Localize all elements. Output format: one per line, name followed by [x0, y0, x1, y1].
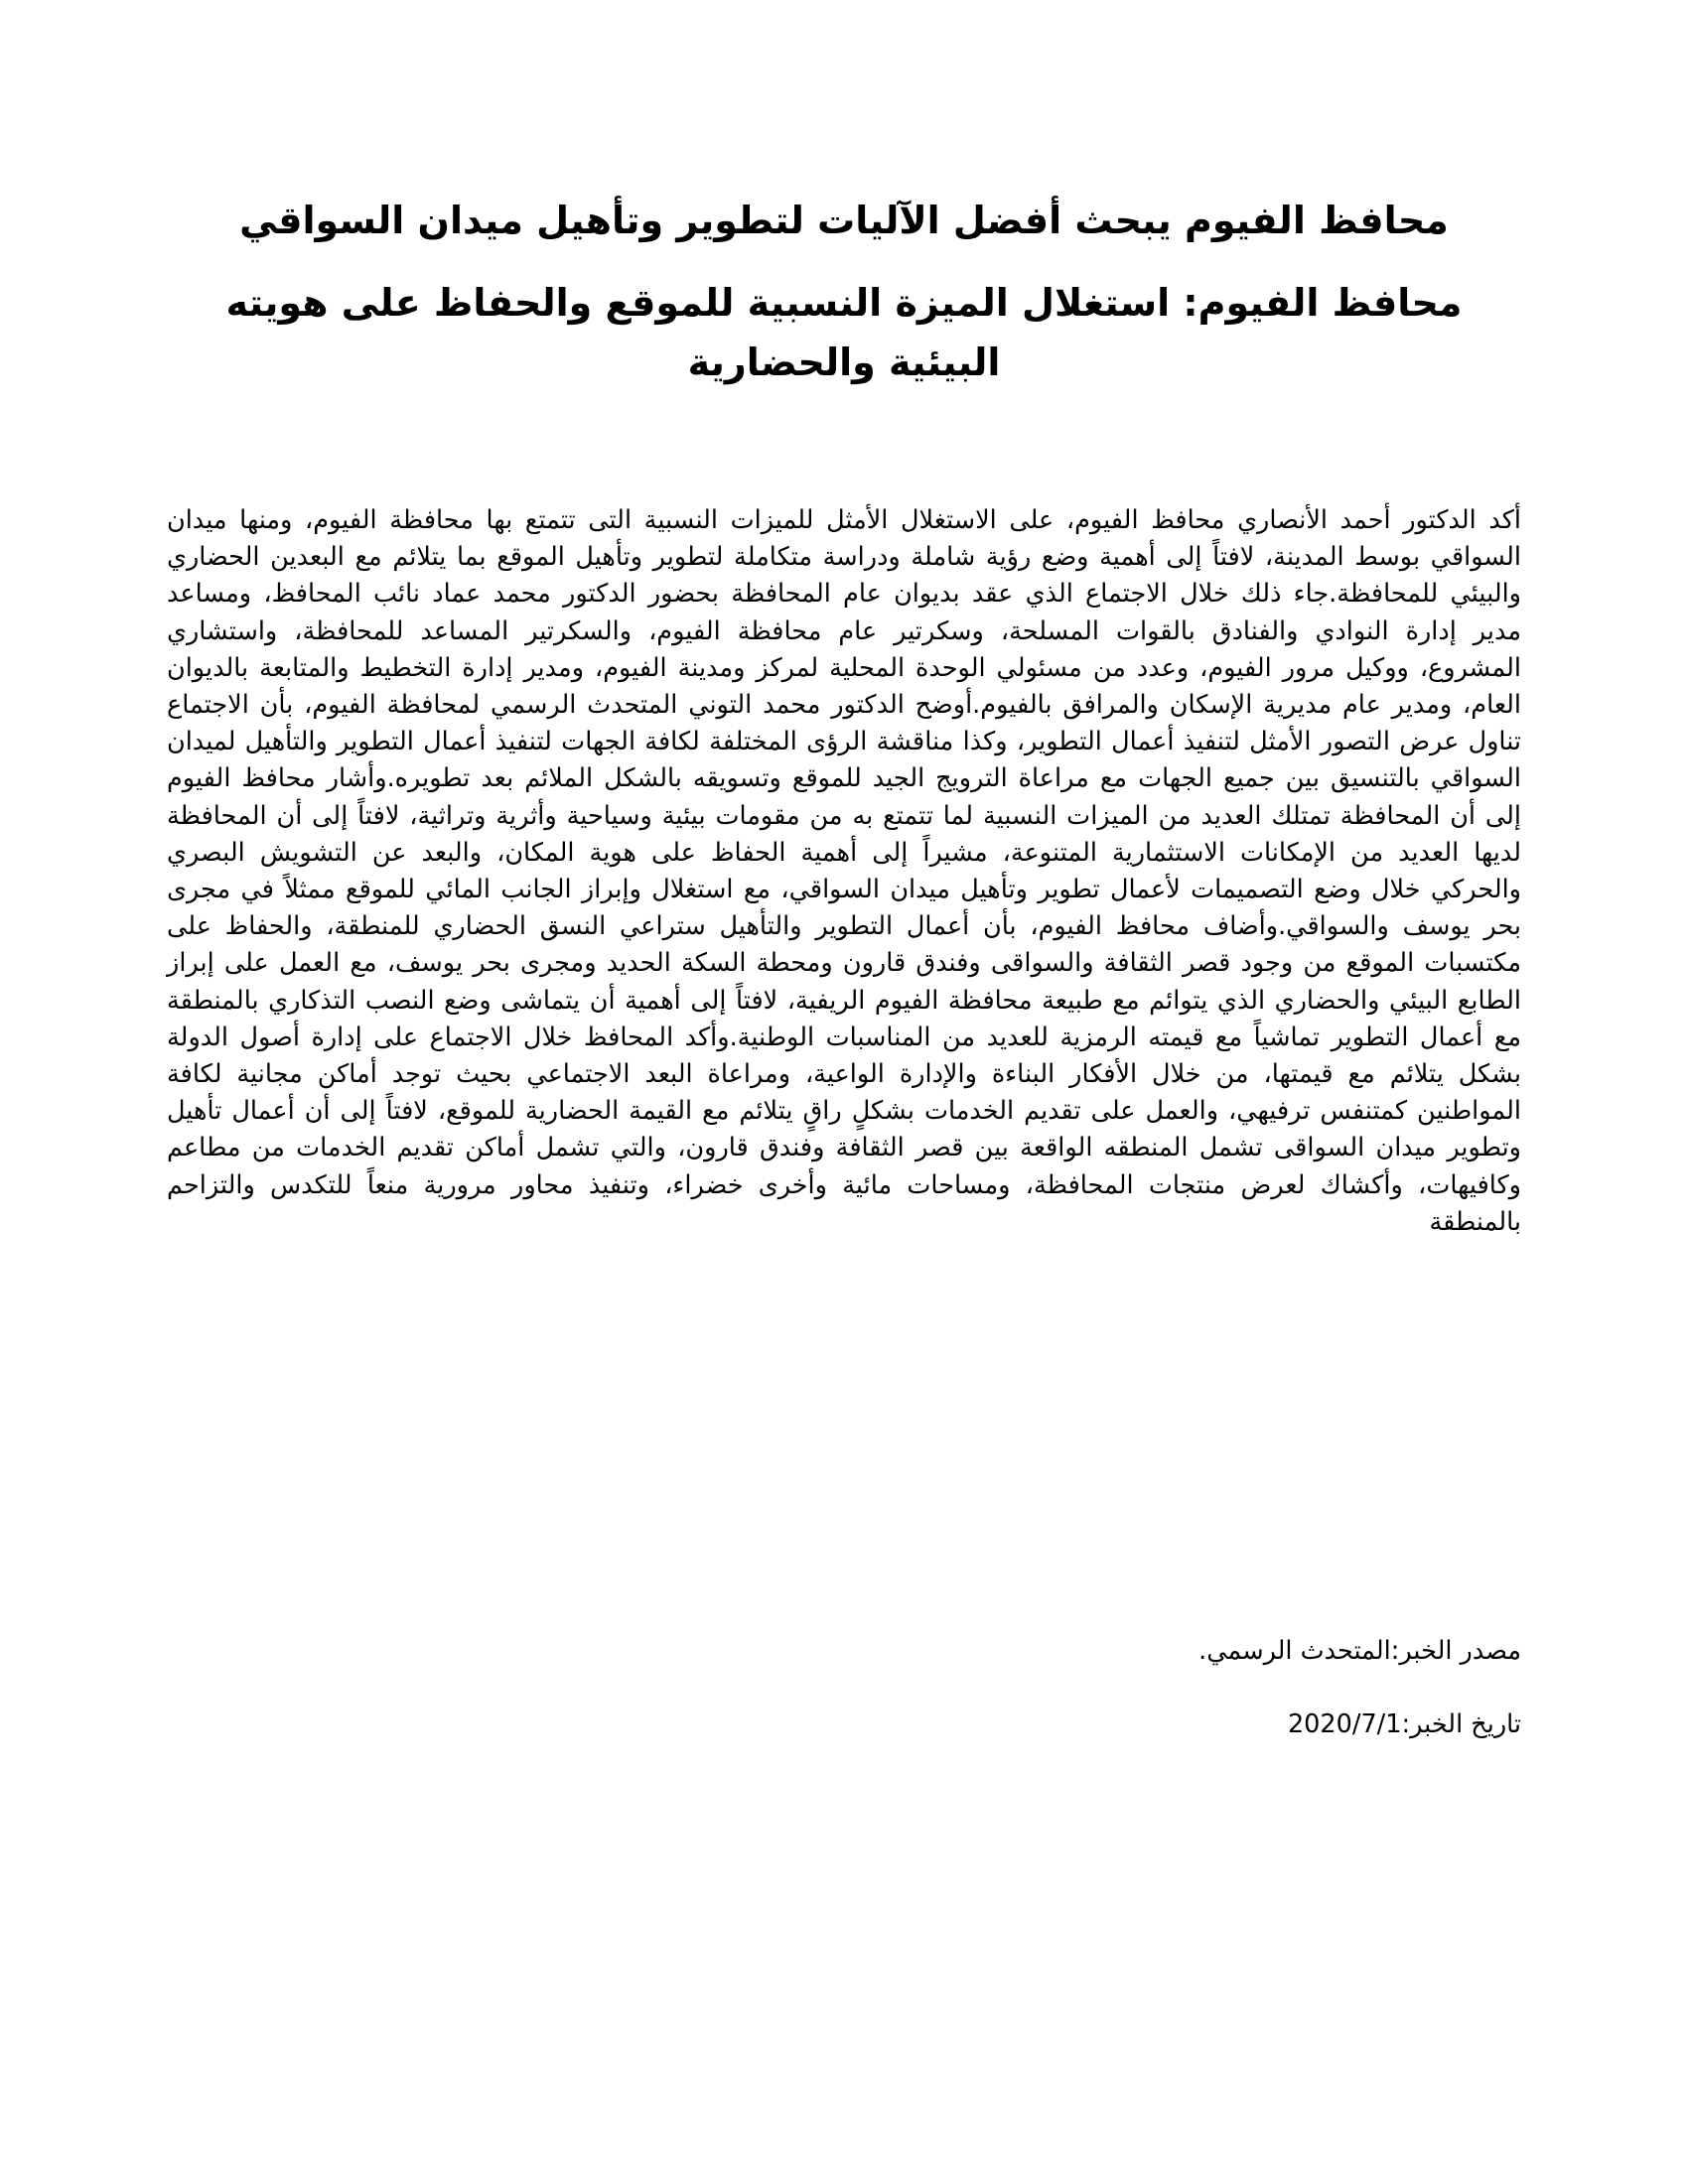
source-line: [1198, 1633, 1521, 1670]
source-label: مصدر الخبر:: [1390, 1636, 1521, 1666]
document-title: محافظ الفيوم يبحث أفضل الآليات لتطوير وتأهيل ميدان السواقي: [239, 199, 1449, 242]
source-value: المتحدث الرسمي.: [1198, 1636, 1391, 1666]
article-body: أكد الدكتور أحمد الأنصاري محافظ الفيوم، على الاستغلال الأمثل للميزات النسبية التى تتمتع بها محافظة الفيوم، ومنها ميدان السواقي بوسط المدينة، لافتاً إلى أهمية وضع رؤية شاملة ودراسة متكاملة لتطوير وتأهيل الموقع بما يتلائم مع البعدين الحضاري والبيئي للمحافظة.جاء ذلك خلال الاجتماع الذي عقد بديوان عام المحافظة بحضور الدكتور محمد عماد نائب المحافظ، ومساعد مدير إدارة النوادي والفنادق بالقوات المسلحة، وسكرتير عام محافظة الفيوم، والسكرتير المساعد للمحافظة، واستشاري المشروع، ووكيل مرور الفيوم، وعدد من مسئولي الوحدة المحلية لمركز ومدينة الفيوم، ومدير إدارة التخطيط والمتابعة بالديوان العام، ومدير عام مديرية الإسكان والمرافق بالفيوم.أوضح الدكتور محمد التوني المتحدث الرسمي لمحافظة الفيوم، بأن الاجتماع تناول عرض التصور الأمثل لتنفيذ أعمال التطوير، وكذا مناقشة الرؤى المختلفة لكافة الجهات لتنفيذ أعمال التطوير والتأهيل لميدان السواقي بالتنسيق بين جميع الجهات مع مراعاة الترويج الجيد للموقع وتسويقه بالشكل الملائم بعد تطويره.وأشار محافظ الفيوم إلى أن المحافظة تمتلك العديد من الميزات النسبية لما تتمتع به من مقومات بيئية وسياحية وأثرية وتراثية، لافتاً إلى أن المحافظة لديها العديد من الإمكانات الاستثمارية المتنوعة، مشيراً إلى أهمية الحفاظ على هوية المكان، والبعد عن التشويش البصري والحركي خلال وضع التصميمات لأعمال تطوير وتأهيل ميدان السواقي، مع استغلال وإبراز الجانب المائي للموقع ممثلاً في مجرى بحر يوسف والسواقي.وأضاف محافظ الفيوم، بأن أعمال التطوير والتأهيل ستراعي النسق الحضاري للمنطقة، والحفاظ على مكتسبات الموقع من وجود قصر الثقافة والسواقى وفندق قارون ومحطة السكة الحديد ومجرى بحر يوسف، مع العمل على إبراز الطابع البيئي والحضاري الذي يتوائم مع طبيعة محافظة الفيوم الريفية، لافتاً إلى أهمية أن يتماشى وضع النصب التذكاري بالمنطقة مع أعمال التطوير تماشياً مع قيمته الرمزية للعديد من المناسبات الوطنية.وأكد المحافظ خلال الاجتماع على إدارة أصول الدولة بشكل يتلائم مع قيمتها، من خلال الأفكار البناءة والإدارة الواعية، ومراعاة البعد الاجتماعي بحيث توجد أماكن مجانية لكافة المواطنين كمتنفس ترفيهي، والعمل على تقديم الخدمات بشكلٍ راقٍ يتلائم مع القيمة الحضارية للموقع، لافتاً إلى أن أعمال تأهيل وتطوير ميدان السواقى تشمل المنطقه الواقعة بين قصر الثقافة وفندق قارون، والتي تشمل أماكن تقديم الخدمات من مطاعم وكافيهات، وأكشاك لعرض منتجات المحافظة، ومساحات مائية وأخرى خضراء، وتنفيذ محاور مرورية منعاً للتكدس والتزاحم بالمنطقة: [167, 505, 1521, 1237]
document-subtitle: محافظ الفيوم: استغلال الميزة النسبية للموقع والحفاظ على هويته البيئية والحضارية: [225, 281, 1463, 384]
date-label: تاريخ الخبر:: [1401, 1709, 1521, 1739]
date-value: 2020/7/1: [1287, 1709, 1402, 1739]
date-line: [1288, 1706, 1521, 1743]
